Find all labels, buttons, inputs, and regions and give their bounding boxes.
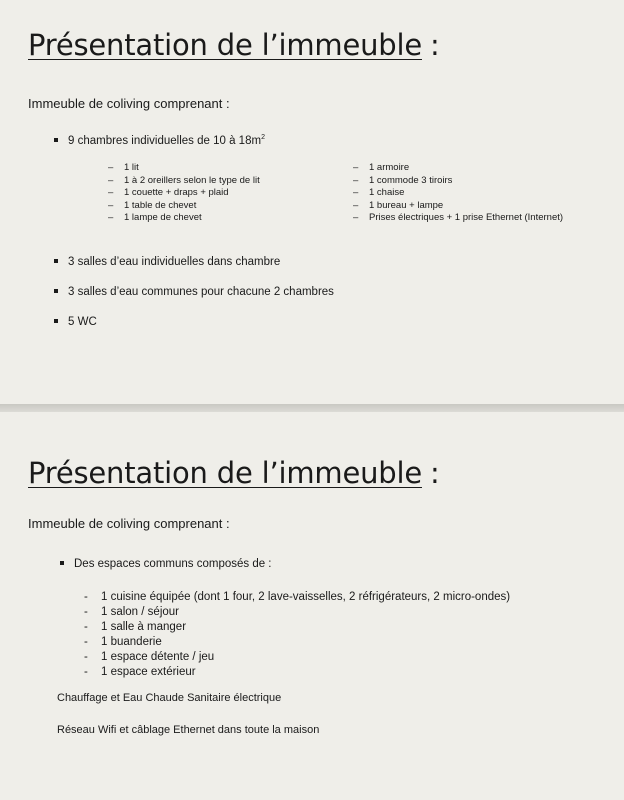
- list-item-text: 1 couette + draps + plaid: [124, 187, 229, 199]
- list-item: [108, 200, 260, 213]
- list-item-text: 1 cuisine équipée (dont 1 four, 2 lave-vaisselles, 2 réfrigérateurs, 2 micro-ondes): [101, 591, 511, 603]
- square-bullet-icon: [54, 259, 58, 263]
- slide-title-colon: :: [429, 28, 440, 62]
- list-item: [84, 665, 510, 680]
- slide-2: [0, 412, 624, 800]
- list-item: [84, 605, 510, 620]
- slide-title: [28, 456, 440, 490]
- note-heating: Chauffage et Eau Chaude Sanitaire électrique: [57, 692, 282, 704]
- slide-separator: [0, 404, 624, 412]
- list-item: [84, 635, 510, 650]
- superscript: 2: [261, 134, 265, 141]
- bullet-text: 3 salles d’eau individuelles dans chambre: [68, 256, 281, 268]
- list-item: [108, 187, 260, 200]
- note-network: Réseau Wifi et câblage Ethernet dans toute la maison: [57, 724, 320, 736]
- dash-icon: –: [108, 212, 114, 224]
- dash-icon: –: [108, 174, 114, 186]
- bullet-common-spaces: [60, 558, 272, 570]
- list-item-text: 1 lampe de chevet: [124, 212, 202, 224]
- dash-icon: –: [353, 162, 359, 173]
- slide-title-text: Présentation de l’immeuble: [28, 456, 422, 490]
- list-item-text: 1 bureau + lampe: [369, 199, 444, 211]
- dash-icon: -: [84, 620, 88, 633]
- list-item-text: 1 lit: [124, 162, 139, 173]
- slide-title-colon: :: [429, 456, 440, 490]
- bullet-text: 3 salles d’eau communes pour chacune 2 chambres: [68, 286, 334, 298]
- bullet-text: 5 WC: [68, 316, 97, 328]
- square-bullet-icon: [60, 561, 64, 565]
- dash-icon: –: [108, 187, 114, 199]
- dash-icon: –: [353, 187, 359, 199]
- dash-icon: -: [84, 591, 88, 603]
- list-item: [84, 620, 510, 635]
- square-bullet-icon: [54, 138, 58, 142]
- dash-icon: –: [108, 162, 114, 173]
- list-item: [353, 175, 563, 188]
- list-item: [108, 175, 260, 188]
- list-item-text: 1 salle à manger: [101, 620, 187, 633]
- dash-icon: –: [353, 212, 359, 224]
- slide-title-text: Présentation de l’immeuble: [28, 28, 422, 62]
- bullet-wc: [54, 316, 97, 328]
- bullet-rooms: [54, 134, 265, 147]
- list-item-text: 1 chaise: [369, 187, 405, 199]
- room-items-right: [353, 162, 563, 225]
- list-item-text: 1 commode 3 tiroirs: [369, 174, 453, 186]
- common-items-list: [84, 590, 510, 679]
- list-item-text: 1 espace détente / jeu: [101, 650, 215, 663]
- list-item: [353, 200, 563, 213]
- dash-icon: –: [353, 174, 359, 186]
- list-item-text: 1 espace extérieur: [101, 665, 196, 678]
- list-item-text: Prises électriques + 1 prise Ethernet (Internet): [369, 212, 564, 224]
- list-item: [84, 650, 510, 665]
- list-item: [108, 162, 260, 175]
- list-item-text: 1 à 2 oreillers selon le type de lit: [124, 174, 260, 186]
- square-bullet-icon: [54, 289, 58, 293]
- list-item-text: 1 armoire: [369, 162, 410, 173]
- list-item: [108, 212, 260, 225]
- slide-subtitle: Immeuble de coliving comprenant :: [28, 96, 230, 111]
- list-item-text: 1 buanderie: [101, 635, 162, 648]
- list-item-text: 1 salon / séjour: [101, 605, 179, 618]
- bullet-shared-bathrooms: [54, 286, 334, 298]
- list-item: [353, 162, 563, 175]
- slide-title: [28, 28, 440, 62]
- dash-icon: –: [108, 199, 114, 211]
- bullet-rooms-text: 9 chambres individuelles de 10 à 18m: [68, 134, 262, 147]
- bullet-text: Des espaces communs composés de :: [74, 558, 272, 570]
- bullet-private-bathrooms: [54, 256, 280, 268]
- list-item: [353, 212, 563, 225]
- dash-icon: -: [84, 605, 88, 618]
- slide-subtitle: Immeuble de coliving comprenant :: [28, 516, 230, 531]
- dash-icon: -: [84, 665, 88, 678]
- list-item-text: 1 table de chevet: [124, 199, 197, 211]
- square-bullet-icon: [54, 319, 58, 323]
- dash-icon: –: [353, 199, 359, 211]
- list-item: [353, 187, 563, 200]
- dash-icon: -: [84, 650, 88, 663]
- dash-icon: -: [84, 635, 88, 648]
- list-item: [84, 590, 510, 605]
- room-items-left: [108, 162, 260, 225]
